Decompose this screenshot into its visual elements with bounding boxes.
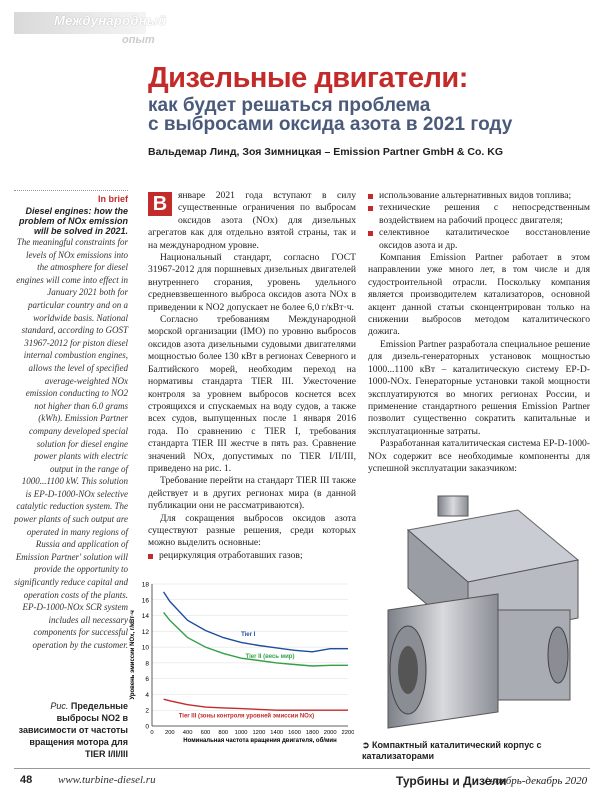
bullet-list — [148, 550, 356, 562]
article-subtitle — [148, 96, 588, 134]
subtitle-line-1: как будет решаться проблема — [148, 95, 431, 116]
in-brief-heading: In brief — [14, 190, 128, 204]
paragraph: Национальный стандарт, согласно ГОСТ 31967-2012 для поршневых дизельных двигателей внутреннего сгорания, уровень удельного средневзвешенного выброса оксидов азота NOx в приведении к NO2 допускает не более 6,0 г/кВт·ч. — [148, 252, 356, 313]
page-number: 48 — [20, 774, 33, 786]
paragraph: Разработанная каталитическая система EP-D-1000-NOx содержит все необходимые компоненты для успешной эксплуатации заказчиком: — [368, 438, 590, 474]
subtitle-line-2: с выбросами оксида азота в 2021 году — [148, 114, 513, 135]
series-label: Tier III (зоны контроля уровней эмиссии NOx) — [178, 713, 315, 720]
list-item: технические решения с непосредственным воздействием на рабочий процесс двигателя; — [368, 202, 590, 227]
nox-emission-chart — [128, 578, 354, 750]
list-item: использование альтернативных видов топлива; — [368, 190, 590, 202]
y-tick-label: 12 — [141, 628, 149, 636]
figure-caption-text: Предельные выбросы NO2 в зависимости от частоты вращения мотора для TIER I/II/III — [18, 701, 128, 759]
series-label: Tier II (весь мир) — [245, 654, 295, 661]
catalytic-housing-image — [368, 490, 590, 736]
y-tick-label: 16 — [141, 597, 149, 605]
series-label: Tier I — [241, 632, 256, 639]
y-tick-label: 8 — [145, 660, 149, 668]
y-tick-label: 0 — [145, 723, 149, 731]
footer-url[interactable]: www.turbine-diesel.ru — [58, 774, 156, 786]
y-tick-label: 18 — [141, 581, 149, 589]
x-tick-label: 1200 — [252, 730, 266, 736]
x-axis-label: Номинальная частота вращения двигателя, об/мин — [183, 738, 337, 744]
figure-ref: Рис. — [50, 701, 69, 711]
in-brief-body: The meaningful constraints for levels of NOx emissions into the atmosphere for diesel engines will come into effect in January 2021 both for particular country and on a worldwide basis. National standard, according to GOST 31967-2012 for piston diesel internal combustion engines, allows the level of specified average-weighted NOx emission conducting to NO2 not higher than 6.0 grams (kWh). Emission Partner company developed special solution for diesel engine power plants with electric output in the range of 1000...1100 kW. This solution is EP-D-1000-NOx selective catalytic reduction system. The power plants of such output are operated in many regions of Russia and application of Emission Partner' solution will provide the opportunity to significantly reduce capital and operation costs of the plants. EP-D-1000-NOx SCR system includes all necessary components for successful operation by the customer. — [14, 237, 128, 650]
drop-cap: В — [148, 192, 172, 216]
footer-divider — [14, 768, 590, 769]
in-brief-lead: Diesel engines: how the problem of NOx emission will be solved in 2021. — [18, 206, 128, 236]
article-title: Дизельные двигатели: — [148, 62, 468, 94]
x-tick-label: 2200 — [341, 730, 354, 736]
x-tick-label: 1000 — [234, 730, 248, 736]
authors: Вальдемар Линд, Зоя Зимницкая – Emission Partner GmbH & Co. KG — [148, 146, 504, 158]
x-tick-label: 2000 — [323, 730, 337, 736]
bullet-list — [368, 190, 590, 252]
y-axis-label: Уровень эмиссии NOx, г/кВт·ч — [130, 610, 136, 700]
y-tick-label: 6 — [145, 676, 149, 684]
x-tick-label: 1400 — [270, 730, 284, 736]
paragraph: Для сокращения выбросов оксидов азота существуют разные решения, среди которых можно выделить основные: — [148, 512, 356, 549]
x-tick-label: 600 — [200, 730, 211, 736]
list-item: рециркуляция отработавших газов; — [148, 550, 356, 562]
photo-caption-text: Компактный каталитический корпус с катализаторами — [362, 740, 542, 761]
x-tick-label: 0 — [150, 730, 154, 736]
x-tick-label: 800 — [218, 730, 229, 736]
photo-caption — [362, 740, 592, 761]
paragraph: Emission Partner разработала специальное решение для дизель-генераторных установок мощностью 1000...1100 кВт – каталитическую систему EP-D-1000-NOx. Генераторные установки такой мощности эксплуатируются во многих регионах России, и применение стандартного решения Emission Partner позволит существенно сократить капитальные и эксплуатационные затраты. — [368, 338, 590, 437]
paragraph: январе 2021 года вступают в силу существенные ограничения по выбросам оксидов азота (NOx) для дизельных агрегатов как для отдельно взятой страны, так и на международном уровне. — [148, 190, 356, 251]
x-tick-label: 1800 — [305, 730, 319, 736]
figure-caption — [14, 700, 128, 760]
y-tick-label: 14 — [141, 613, 149, 621]
in-brief-sidebar — [14, 190, 128, 652]
section-tag — [14, 12, 167, 46]
y-tick-label: 10 — [141, 644, 149, 652]
x-tick-label: 400 — [182, 730, 193, 736]
paragraph: Компания Emission Partner работает в этом направлении уже много лет, в том числе и для судостроительной отрасли. Поскольку компания является производителем катализаторов, основной акцент данной статьи сконцентрирован только на снижении выбросов методом каталитического дожига. — [368, 252, 590, 338]
text-column-2 — [368, 190, 590, 475]
journal-name: Турбины и Дизели — [396, 774, 507, 788]
paragraph: Согласно требованиям Международной морской организации (IMO) по уровню выбросов оксидов азота дизельными судовыми двигателями мощностью более 130 кВт в регионах Северного и Балтийского морей, необходим переход на нормативы стандарта TIER III. Ужесточение контроля за уровнем выбросов коснется всех строящихся и спускаемых на воду судов, а также всех судов, выпущенных после 1 января 2016 года. По сравнению с TIER I, требования стандарта TIER III жестче в пять раз. Сравнение значений NOx, допустимых по TIER I/II/III, приведено на рис. 1. — [148, 314, 356, 474]
paragraph: Требование перейти на стандарт TIER III также действует и в других регионах мира (в данной публикации они не рассматриваются). — [148, 475, 356, 512]
x-tick-label: 1600 — [288, 730, 301, 736]
series-line — [164, 699, 348, 710]
series-line — [164, 592, 348, 652]
x-tick-label: 200 — [164, 730, 175, 736]
list-item: селективное каталитическое восстановление оксидов азота и др. — [368, 227, 590, 252]
issue-date: / ноябрь-декабрь 2020 — [484, 775, 588, 787]
section-tag-sub: опыт — [122, 34, 155, 46]
text-column-1 — [148, 190, 356, 562]
caption-arrow-icon: ➲ — [362, 740, 373, 750]
y-tick-label: 4 — [145, 691, 149, 699]
y-tick-label: 2 — [145, 707, 149, 715]
section-tag-label: Международный — [54, 13, 167, 28]
